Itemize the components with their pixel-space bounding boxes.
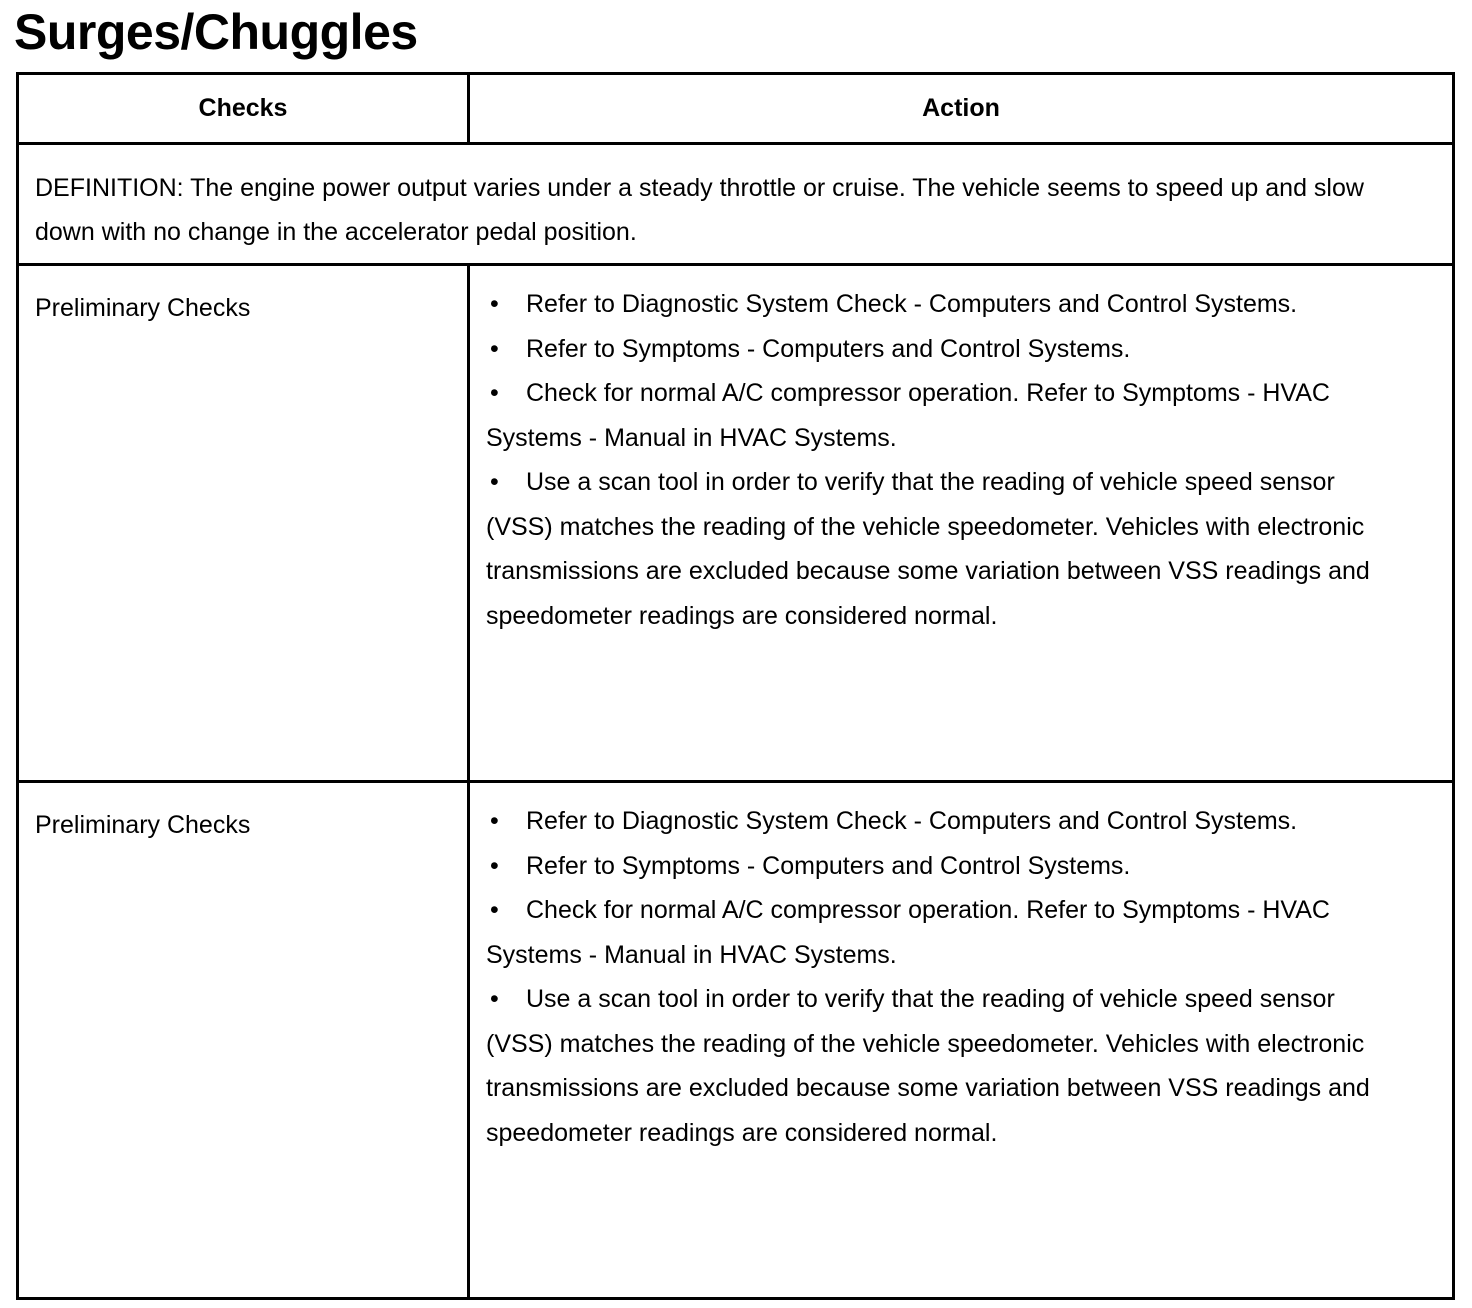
check-label: Preliminary Checks — [35, 294, 251, 322]
bullet-icon: • — [490, 851, 499, 880]
table-row — [18, 265, 1454, 782]
bullet-icon: • — [490, 985, 499, 1013]
action-item — [486, 977, 1372, 1155]
bullet-icon: • — [490, 807, 499, 835]
bullet-icon: • — [490, 334, 499, 363]
action-list — [470, 783, 1452, 1155]
action-text: Refer to Symptoms - Computers and Control Systems. — [526, 334, 1131, 363]
action-text: Use a scan tool in order to verify that the reading of vehicle speed sensor (VSS) matches the reading of the vehicle speedometer. Vehicles with electronic transmissions are excluded because some variation between VSS readings and speedometer readings are considered normal. — [486, 985, 1370, 1147]
action-item — [486, 371, 1372, 460]
definition-row — [18, 144, 1454, 265]
action-item — [486, 888, 1372, 977]
action-text: Check for normal A/C compressor operation. Refer to Symptoms - HVAC Systems - Manual in HVAC Systems. — [486, 896, 1330, 969]
action-item — [486, 460, 1372, 638]
bullet-icon: • — [490, 379, 499, 407]
bullet-icon: • — [490, 290, 499, 318]
definition-text: DEFINITION: The engine power output varies under a steady throttle or cruise. The vehicle seems to speed up and slow down with no change in the accelerator pedal position. — [18, 144, 1454, 265]
checks-column-header: Checks — [18, 74, 469, 144]
action-item — [486, 282, 1372, 327]
check-label: Preliminary Checks — [35, 811, 251, 839]
action-item — [486, 844, 1372, 889]
action-text: Refer to Diagnostic System Check - Computers and Control Systems. — [526, 290, 1298, 318]
action-text: Check for normal A/C compressor operation. Refer to Symptoms - HVAC Systems - Manual in HVAC Systems. — [486, 379, 1330, 452]
page-title: Surges/Chuggles — [14, 4, 418, 60]
action-cell — [469, 782, 1454, 1299]
action-item — [486, 799, 1372, 844]
bullet-icon: • — [490, 896, 499, 924]
check-cell — [18, 782, 469, 1299]
action-column-header: Action — [469, 74, 1454, 144]
check-cell — [18, 265, 469, 782]
symptom-table — [16, 72, 1455, 1300]
table-header-row — [18, 74, 1454, 144]
action-item — [486, 327, 1372, 372]
action-list — [470, 266, 1452, 638]
table-row — [18, 782, 1454, 1299]
action-text: Refer to Diagnostic System Check - Computers and Control Systems. — [526, 807, 1298, 835]
action-text: Use a scan tool in order to verify that the reading of vehicle speed sensor (VSS) matches the reading of the vehicle speedometer. Vehicles with electronic transmissions are excluded because some variation between VSS readings and speedometer readings are considered normal. — [486, 468, 1370, 630]
action-text: Refer to Symptoms - Computers and Control Systems. — [526, 851, 1131, 880]
action-cell — [469, 265, 1454, 782]
bullet-icon: • — [490, 468, 499, 496]
